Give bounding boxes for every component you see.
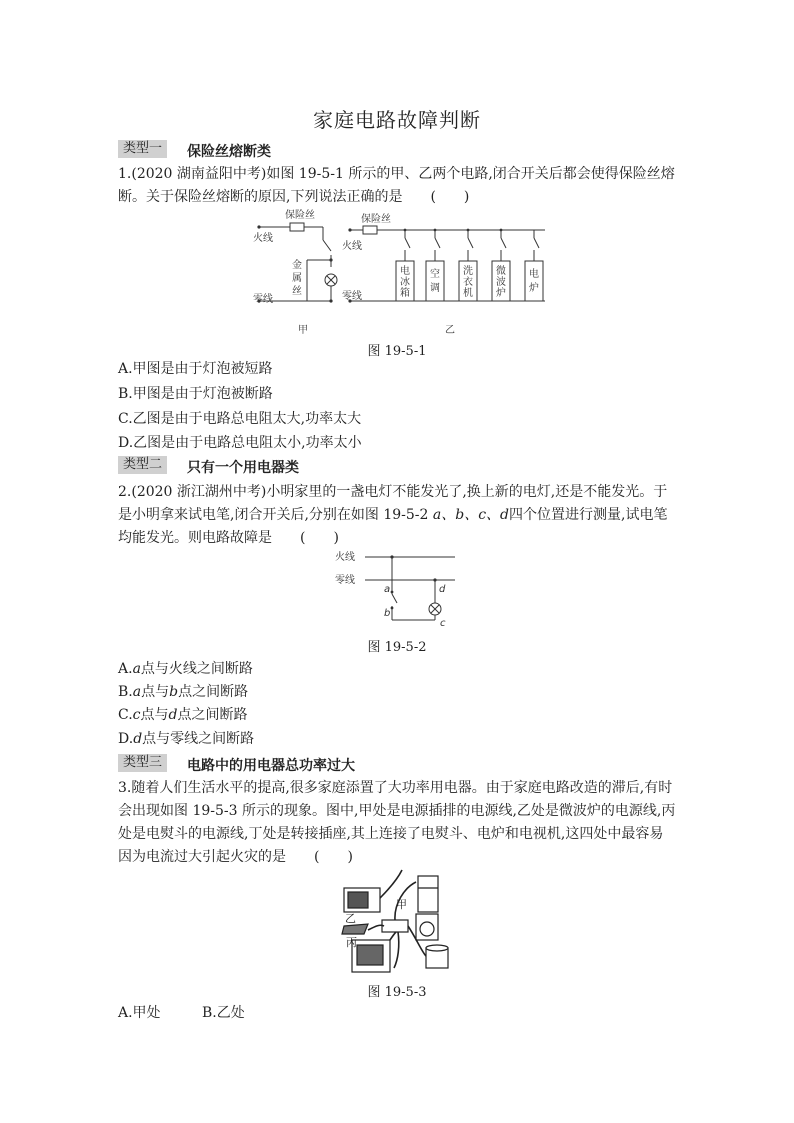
appliance-microwave-3: 炉	[496, 288, 506, 299]
fig2-neutral-label: 零线	[335, 575, 355, 586]
appliance-fridge-2: 冰	[400, 277, 410, 288]
q2-b-mid: 点与	[141, 684, 170, 700]
point-a: a	[384, 584, 391, 595]
q2-option-a[interactable]	[118, 659, 253, 679]
q2-a-mid: 点与火线之间断路	[140, 661, 253, 677]
q2-b-p1: a	[132, 684, 142, 700]
q2-c-p2: d	[168, 707, 178, 723]
q2-d-pre: D.	[118, 731, 134, 747]
q2-d-p1: d	[133, 731, 143, 747]
q2-option-b[interactable]	[118, 682, 248, 702]
question-3-line-4: 因为电流过大引起火灾的是 ( )	[118, 849, 353, 865]
question-2-points: a、b、c、d	[432, 507, 510, 523]
question-1-line-2: 断。关于保险丝熔断的原因,下列说法正确的是 ( )	[118, 189, 470, 205]
point-c: c	[440, 618, 446, 629]
fig1-fuse-label-b: 保险丝	[361, 214, 391, 225]
figure-19-5-1	[245, 205, 575, 340]
figure-19-5-3	[338, 868, 458, 978]
question-1	[118, 163, 678, 209]
q2-b-pre: B.	[118, 684, 133, 700]
q2-c-p1: c	[132, 707, 141, 723]
section-tag-1: 类型一	[118, 140, 167, 158]
q2-c-pre: C.	[118, 707, 133, 723]
appliance-washer-3: 机	[463, 288, 473, 299]
appliance-microwave-2: 波	[496, 277, 506, 288]
q3-option-b[interactable]: B.乙处	[202, 1005, 245, 1021]
appliance-fridge-1: 电	[400, 266, 410, 277]
question-2	[118, 481, 678, 550]
point-d: d	[439, 584, 446, 595]
q2-option-d[interactable]	[118, 729, 254, 749]
question-3	[118, 777, 678, 869]
fig1-wire-char-3: 丝	[292, 286, 302, 297]
fig1-wire-char-2: 属	[292, 273, 302, 284]
appliance-ac-2: 调	[430, 283, 440, 294]
question-1-line-1: 1.(2020 湖南益阳中考)如图 19-5-1 所示的甲、乙两个电路,闭合开关后都会使得保险丝熔	[118, 166, 675, 182]
fig1-live-label-a: 火线	[253, 233, 273, 244]
q2-b-post: 点之间断路	[178, 684, 249, 700]
q2-b-p2: b	[169, 684, 179, 700]
section-tag-3: 类型三	[118, 754, 167, 772]
section-name-3: 电路中的用电器总功率过大	[187, 758, 355, 774]
question-2-line-2	[118, 504, 678, 527]
section-name-2: 只有一个用电器类	[187, 460, 299, 476]
appliance-fridge-3: 箱	[400, 288, 410, 299]
q1-option-d[interactable]: D.乙图是由于电路总电阻太小,功率太小	[118, 435, 362, 451]
figure-19-5-2-caption: 图 19-5-2	[367, 640, 427, 655]
figure-19-5-3-caption: 图 19-5-3	[367, 985, 427, 1000]
fig1-label-yi: 乙	[445, 325, 455, 336]
appliance-ac-1: 空	[430, 269, 440, 280]
q3-option-a[interactable]: A.甲处	[118, 1005, 161, 1021]
page-title: 家庭电路故障判断	[313, 108, 481, 132]
q1-option-c[interactable]: C.乙图是由于电路总电阻太大,功率太大	[118, 411, 362, 427]
appliance-stove-1: 电	[529, 269, 539, 280]
appliance-stove-2: 炉	[529, 283, 539, 294]
question-3-line-2: 会出现如图 19-5-3 所示的现象。图中,甲处是电源插排的电源线,乙处是微波炉的电源线,丙	[118, 803, 676, 819]
fig1-fuse-label-a: 保险丝	[285, 210, 315, 221]
q2-a-pre: A.	[118, 661, 133, 677]
appliance-microwave-1: 微	[496, 266, 506, 277]
question-3-line-3: 处是电熨斗的电源线,丁处是转接插座,其上连接了电熨斗、电炉和电视机,这四处中最容易	[118, 826, 664, 842]
fig1-neutral-label-b: 零线	[342, 291, 362, 302]
fig1-neutral-label-a: 零线	[253, 294, 273, 305]
fig1-label-jia: 甲	[298, 325, 308, 336]
q2-d-mid: 点与零线之间断路	[142, 731, 255, 747]
section-tag-2: 类型二	[118, 456, 167, 474]
question-2-line-3: 均能发光。则电路故障是 ( )	[118, 530, 339, 546]
fig3-label-bing: 丙	[346, 936, 357, 949]
q2-c-mid: 点与	[140, 707, 169, 723]
question-2-line-1: 2.(2020 浙江湖州中考)小明家里的一盏电灯不能发光了,换上新的电灯,还是不能发光。于	[118, 484, 668, 500]
q1-option-b[interactable]: B.甲图是由于灯泡被断路	[118, 386, 273, 402]
fig1-wire-char-1: 金	[292, 260, 302, 271]
section-name-1: 保险丝熔断类	[187, 144, 271, 160]
figure-19-5-1-caption: 图 19-5-1	[367, 344, 427, 359]
question-2-line-2a: 是小明拿来试电笔,闭合开关后,分别在如图 19-5-2	[118, 507, 433, 523]
question-2-line-2b: 四个位置进行测量,试电笔	[509, 507, 668, 523]
q2-option-c[interactable]	[118, 705, 247, 725]
appliance-washer-2: 衣	[463, 277, 473, 288]
question-3-line-1: 3.随着人们生活水平的提高,很多家庭添置了大功率用电器。由于家庭电路改造的滞后,有时	[118, 780, 673, 796]
appliance-washer-1: 洗	[463, 266, 473, 277]
fig2-live-label: 火线	[335, 552, 355, 563]
point-b: b	[384, 608, 391, 619]
q2-a-p1: a	[132, 661, 141, 677]
fig3-label-jia: 甲	[396, 898, 407, 911]
fig3-label-yi: 乙	[345, 912, 356, 925]
fig1-live-label-b: 火线	[342, 241, 362, 252]
figure-19-5-2	[335, 548, 460, 633]
q2-c-post: 点之间断路	[177, 707, 248, 723]
q1-option-a[interactable]: A.甲图是由于灯泡被短路	[118, 361, 273, 377]
